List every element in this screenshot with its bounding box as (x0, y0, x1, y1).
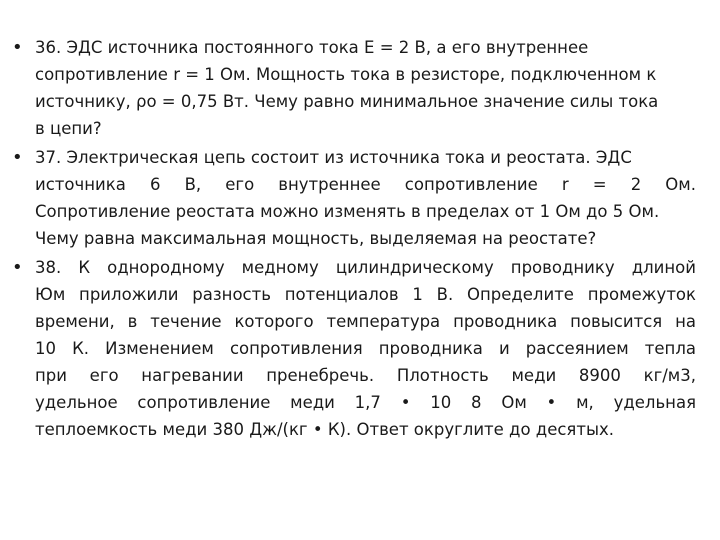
bullet: • (12, 147, 23, 168)
problem-38-line-5: при его нагревании пренебречь. Плотность меди 8900 кг/м3, (35, 366, 696, 385)
bullet: • (12, 37, 23, 58)
problem-37-line-2: источника 6 В, его внутреннее сопротивление r = 2 Ом. (35, 175, 696, 194)
problem-36-line-4: в цепи? (35, 119, 102, 138)
problem-37-line-1: 37. Электрическая цепь состоит из источника тока и реостата. ЭДС (35, 148, 632, 167)
problem-36-line-3: источнику, ρо = 0,75 Вт. Чему равно минимальное значение силы тока (35, 92, 659, 111)
problem-38-line-4: 10 К. Изменением сопротивления проводника и рассеянием тепла (35, 339, 696, 358)
problem-36-line-1: 36. ЭДС источника постоянного тока E = 2 В, а его внутреннее (35, 38, 589, 57)
problem-38-line-1: 38. К однородному медному цилиндрическому проводнику длиной (35, 258, 696, 277)
problem-list (12, 34, 696, 445)
problem-38-line-2: Юм приложили разность потенциалов 1 В. Определите промежуток (35, 285, 696, 304)
problem-37-line-4: Чему равна максимальная мощность, выделяемая на реостате? (35, 229, 597, 248)
bullet: • (12, 257, 23, 278)
problem-37-line-3: Сопротивление реостата можно изменять в пределах от 1 Ом до 5 Ом. (35, 202, 660, 221)
problem-37 (12, 144, 696, 252)
problem-38 (12, 254, 696, 443)
problem-38-line-7: теплоемкость меди 380 Дж/(кг • К). Ответ округлите до десятых. (35, 420, 614, 439)
problem-38-line-6: удельное сопротивление меди 1,7 • 10 8 Ом • м, удельная (35, 393, 696, 412)
problem-36 (12, 34, 696, 142)
problem-36-line-2: сопротивление r = 1 Ом. Мощность тока в резисторе, подключенном к (35, 65, 657, 84)
problem-38-line-3: времени, в течение которого температура проводника повысится на (35, 312, 696, 331)
